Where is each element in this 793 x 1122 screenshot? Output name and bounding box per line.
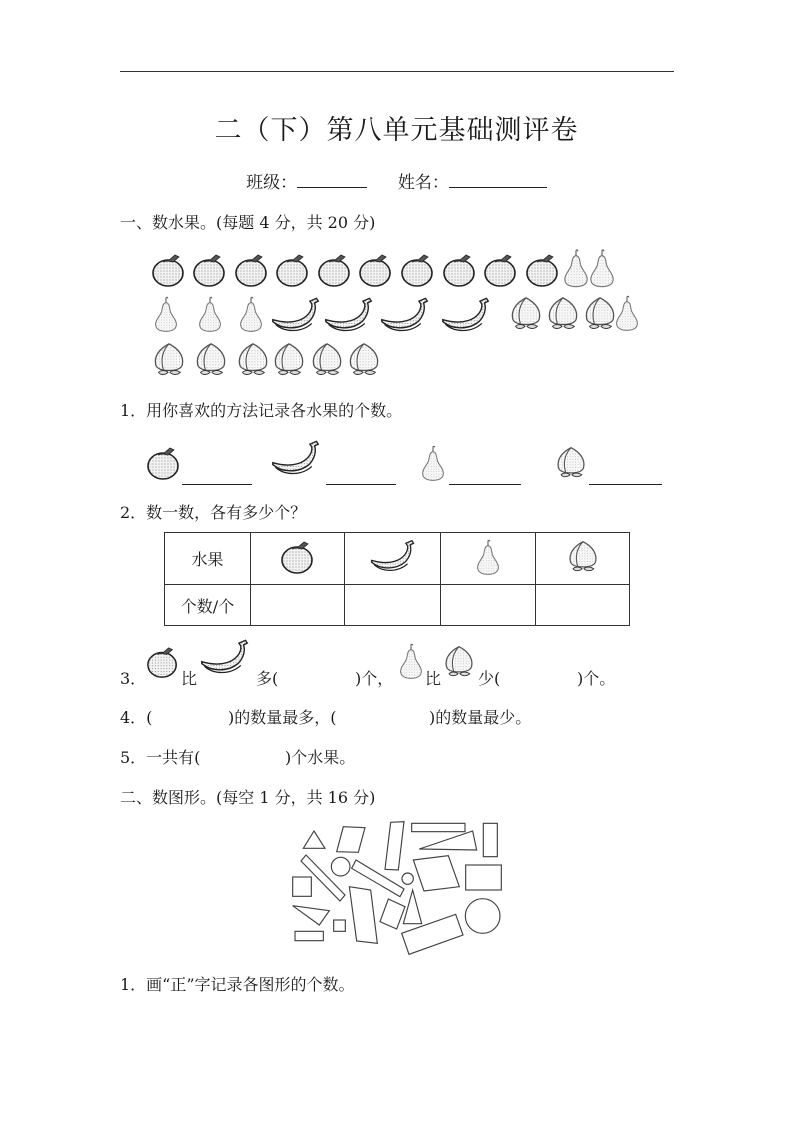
pear-icon <box>475 537 501 577</box>
orange-icon <box>482 252 520 288</box>
parallelogram-shape <box>413 856 459 891</box>
table-cell-orange <box>251 533 345 585</box>
q4-part-2: )的数量最少。 <box>429 708 532 727</box>
orange-icon <box>146 445 182 481</box>
page-title: 二（下）第八单元基础测评卷 <box>214 115 579 146</box>
orange-icon <box>146 645 180 679</box>
peach-icon <box>507 295 545 333</box>
rectangle-shape <box>380 899 405 929</box>
banana-icon <box>270 296 322 336</box>
top-rule <box>120 71 674 72</box>
q4-open: 4．( <box>120 708 153 727</box>
banana-icon <box>323 296 375 336</box>
orange-icon <box>357 252 395 288</box>
peach-count-field[interactable] <box>589 484 662 485</box>
table-header-fruit: 水果 <box>165 533 251 585</box>
peach-icon <box>553 444 589 482</box>
peach-icon <box>565 538 601 576</box>
peach-icon <box>308 341 346 379</box>
peach-icon <box>441 643 477 681</box>
circle-shape <box>465 899 500 934</box>
square-shape <box>334 920 346 931</box>
pear-icon <box>588 248 616 288</box>
peach-icon <box>234 341 272 379</box>
name-field[interactable] <box>449 173 547 188</box>
question-1-text: 1．用你喜欢的方法记录各水果的个数。 <box>120 401 403 420</box>
q3-close-2: )个。 <box>577 669 616 688</box>
pear-icon <box>420 443 446 483</box>
pear-icon <box>153 294 179 334</box>
parallelogram-shape <box>337 827 365 853</box>
q3-bi-1: 比 <box>181 669 198 688</box>
orange-icon <box>399 252 437 288</box>
q3-bi-2: 比 <box>425 669 442 688</box>
table-cell-pear <box>441 533 536 585</box>
class-label: 班级： <box>246 173 298 193</box>
q3-number: 3． <box>120 669 147 688</box>
class-field[interactable] <box>297 173 367 188</box>
pear-icon <box>562 248 590 288</box>
pear-icon <box>197 294 223 334</box>
orange-icon <box>150 252 188 288</box>
pear-icon <box>614 293 640 333</box>
peach-icon <box>150 341 188 379</box>
pear-count-cell[interactable] <box>441 585 536 626</box>
rectangle-shape <box>412 823 465 831</box>
quadrilateral-shape <box>349 887 377 944</box>
rectangle-shape <box>295 931 323 940</box>
circle-shape <box>331 857 350 876</box>
pear-count-field[interactable] <box>449 484 521 485</box>
banana-count-cell[interactable] <box>345 585 441 626</box>
orange-icon <box>524 252 562 288</box>
pear-icon <box>238 294 264 334</box>
orange-icon <box>316 252 354 288</box>
triangle-shape <box>293 906 330 925</box>
banana-icon <box>199 635 251 681</box>
orange-icon <box>191 252 229 288</box>
banana-icon <box>440 296 492 336</box>
section2-heading: 二、数图形。(每空 1 分，共 16 分) <box>120 788 376 807</box>
shapes-figure <box>280 815 510 965</box>
banana-count-field[interactable] <box>326 484 396 485</box>
q5-part-1: )个水果。 <box>285 748 356 767</box>
orange-icon <box>233 252 271 288</box>
rectangle-shape <box>466 865 502 890</box>
q5-open: 5．一共有( <box>120 748 201 767</box>
circle-shape <box>402 873 413 884</box>
name-label: 姓名： <box>397 173 449 193</box>
triangle-shape <box>403 890 421 924</box>
q3-duo: 多( <box>256 669 279 688</box>
q3-close-1: )个， <box>355 669 394 688</box>
fruit-count-table <box>164 532 630 626</box>
table-row-counts <box>165 585 630 626</box>
section1-heading: 一、数水果。(每题 4 分，共 20 分) <box>120 213 376 232</box>
question-2-text: 2．数一数，各有多少个？ <box>120 503 307 522</box>
banana-icon <box>270 437 322 481</box>
q3-shao: 少( <box>478 669 501 688</box>
table-cell-banana <box>345 533 441 585</box>
peach-icon <box>345 341 383 379</box>
orange-count-field[interactable] <box>182 484 252 485</box>
orange-icon <box>280 539 316 575</box>
rectangle-shape <box>483 823 497 856</box>
peach-icon <box>270 341 308 379</box>
orange-count-cell[interactable] <box>251 585 345 626</box>
triangle-shape <box>419 831 476 850</box>
table-header-count: 个数/个 <box>165 585 251 626</box>
pear-icon <box>398 641 424 681</box>
q4-part-1: )的数量最多，( <box>228 708 337 727</box>
table-cell-peach <box>536 533 630 585</box>
section2-question-1: 1．画“正”字记录各图形的个数。 <box>120 975 355 994</box>
peach-icon <box>544 295 582 333</box>
banana-icon <box>369 537 417 577</box>
student-info <box>0 168 793 193</box>
quadrilateral-shape <box>385 822 404 870</box>
peach-icon <box>192 341 230 379</box>
triangle-shape <box>303 831 325 848</box>
table-row-fruits <box>165 533 630 585</box>
banana-icon <box>379 296 431 336</box>
orange-icon <box>441 252 479 288</box>
square-shape <box>293 877 312 896</box>
orange-icon <box>274 252 312 288</box>
peach-count-cell[interactable] <box>536 585 630 626</box>
